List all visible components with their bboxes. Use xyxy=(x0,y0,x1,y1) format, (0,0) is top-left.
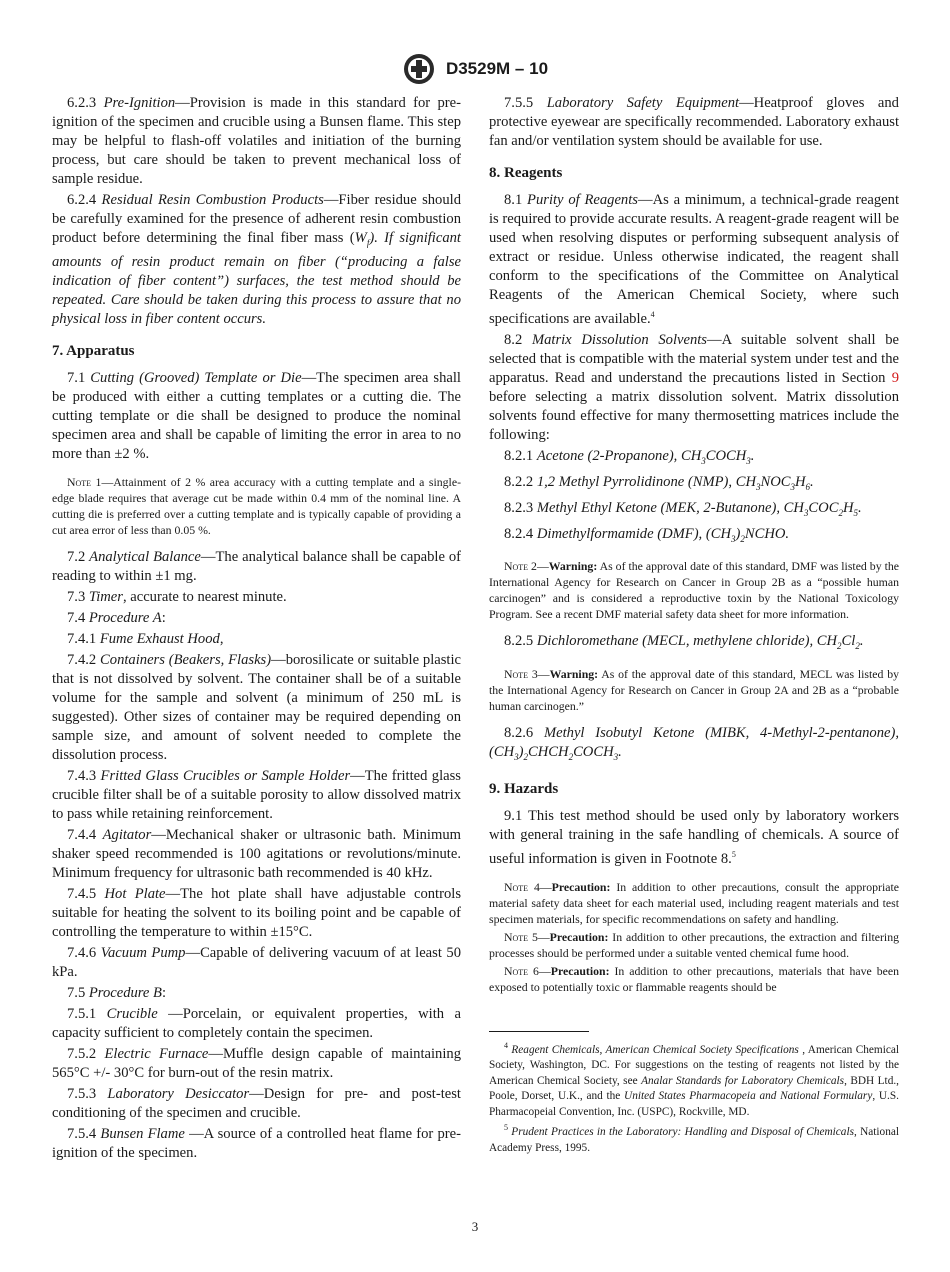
paragraph-7-5-5: 7.5.5 Laboratory Safety Equipment—Heatproof gloves and protective eyewear are specifically recommended. Laboratory exhaust fan and/or ventilation system should be available for use. xyxy=(489,95,899,149)
paragraph-7-4-2: 7.4.2 Containers (Beakers, Flasks)—borosilicate or suitable plastic that is not dissolved by solvent. The container shall be of a suitable volume for the sample and solvent (a minimum of 250 mL is suggested). Other sizes of container may be required depending on sample size, and amount of solvent needed to complete the dissolution process. xyxy=(52,651,461,763)
paragraph-9-1: 9.1 This test method should be used only by laboratory workers with general training in the safe handling of chemicals. A source of useful information is given in Footnote 8.$^5$ xyxy=(489,808,899,868)
paragraph-7-4-4: 7.4.4 Agitator—Mechanical shaker or ultrasonic bath. Minimum shaker speed recommended is 100 agitations or revolutions/minute. Minimum frequency for ultrasonic bath recommended is 40 kHz. xyxy=(52,826,461,881)
astm-logo-icon xyxy=(402,52,436,86)
page-header xyxy=(0,52,950,86)
footnote-5: $^5$ Prudent Practices in the Laboratory: Handling and Disposal of Chemicals, National Academy Press, 1995. xyxy=(489,1123,899,1154)
note-4: Note 4—Precaution: In addition to other precautions, consult the appropriate material safety data sheet for each material used, including reagent materials and test specimen materials, for specific recommendations on safety and handling. xyxy=(489,880,899,927)
paragraph-8-2-5: 8.2.5 Dichloromethane (MECL, methylene chloride), $CH_2Cl_2$. xyxy=(504,633,864,652)
note-3: Note 3—Warning: As of the approval date of this standard, MECL was listed by the International Agency for Research on Cancer in Group 2A and 2B as a “probable human carcinogen.” xyxy=(489,667,900,714)
section-heading-hazards: 9. Hazards xyxy=(489,781,559,798)
paragraph-6-2-4: 6.2.4 Residual Resin Combustion Products—Fiber residue should be carefully examined for the presence of adherent resin combustion product before determining the final fiber mass $(W_f)$. If significant amounts of resin product remain on fiber (“producing a false indication of fiber content”) surfaces, the test method should be repeated. Care should be taken during this process to assure that no physical loss in fiber content occurs. xyxy=(52,192,461,327)
paragraph-8-2: 8.2 Matrix Dissolution Solvents—A suitable solvent shall be selected that is compatible with the material system under test and the apparatus. Read and understand the precautions listed in Section 9 before selecting a matrix dissolution solvent. Matrix dissolution solvents found effective for many thermosetting matrices include the following: xyxy=(489,331,899,443)
paragraph-8-2-4: 8.2.4 Dimethylformamide (DMF), $(CH_3)_2NCHO$. xyxy=(504,525,790,544)
paragraph-8-2-1: 8.2.1 Acetone (2-Propanone), $CH_3COCH_3$. xyxy=(504,447,755,466)
paragraph-7-5-2: 7.5.2 Electric Furnace—Muffle design capable of maintaining 565°C +/- 30°C for burn-out of the resin matrix. xyxy=(52,1045,461,1081)
paragraph-7-3: 7.3 Timer, accurate to nearest minute. xyxy=(67,588,287,605)
note-2: Note 2—Warning: As of the approval date of this standard, DMF was listed by the International Agency for Research on Cancer in Group 2B as a “possible human carcinogen” and is considered a reproductive toxin by the National Toxicology Program. See a recent DMF material safety data sheet for more information. xyxy=(489,559,899,622)
document-id: D3529M – 10 xyxy=(445,59,549,78)
paragraph-7-5: 7.5 Procedure B: xyxy=(67,984,167,1001)
note-6: Note 6—Precaution: In addition to other precautions, materials that have been exposed to potentially toxic or flammable reagents should be xyxy=(489,964,899,995)
paragraph-8-2-3: 8.2.3 Methyl Ethyl Ketone (MEK, 2-Butanone), $CH_3COC_2H_5$. xyxy=(504,499,862,518)
paragraph-7-4-1: 7.4.1 Fume Exhaust Hood, xyxy=(67,630,224,647)
left-column xyxy=(52,94,461,1163)
paragraph-7-4-6: 7.4.6 Vacuum Pump—Capable of delivering vacuum of at least 50 kPa. xyxy=(52,944,461,980)
section-9-link[interactable]: 9 xyxy=(891,369,899,386)
paragraph-7-5-4: 7.5.4 Bunsen Flame —A source of a controlled heat flame for pre-ignition of the specimen. xyxy=(52,1125,461,1161)
section-heading-reagents: 8. Reagents xyxy=(489,165,563,181)
paragraph-7-4-3: 7.4.3 Fritted Glass Crucibles or Sample Holder—The fritted glass crucible filter shall be of a suitable porosity to allow dissolved matrix to pass while retaining reinforcement. xyxy=(52,767,461,822)
note-1: Note 1—Attainment of 2 % area accuracy with a cutting template and a single-edge blade requires that average cut be made within 0.4 mm of the nominal line. A cutting die is preferred over a cutting template and is typically capable of providing a cut area error of less than 0.05 %. xyxy=(52,474,461,537)
right-column xyxy=(489,94,899,1156)
footnote-divider xyxy=(489,1031,589,1032)
page-number: 3 xyxy=(471,1219,479,1234)
paragraph-8-2-2: 8.2.2 1,2 Methyl Pyrrolidinone (NMP), $CH_3NOC_3H_6$. xyxy=(504,473,814,492)
paragraph-6-2-3: 6.2.3 Pre-Ignition—Provision is made in this standard for pre-ignition of the specimen and crucible using a Bunsen flame. This step may be helpful to flash-off volatiles and initiation of the burning process, but care should be taken to prevent mechanical loss of sample residue. xyxy=(52,95,461,187)
footnote-4: $^4$ Reagent Chemicals, American Chemical Society Specifications , American Chemical Society, Washington, DC. For suggestions on the testing of reagents not listed by the American Chemical Society, see Analar Standards for Laboratory Chemicals, BDH Ltd., Poole, Dorset, U.K., and the United States Pharmacopeia and National Formulary, U.S. Pharmacopeial Convention, Inc. (USPC), Rockville, MD. xyxy=(489,1041,899,1118)
section-heading-apparatus: 7. Apparatus xyxy=(52,342,135,359)
paragraph-7-1: 7.1 Cutting (Grooved) Template or Die—The specimen area shall be produced with either a cutting templates or a cutting die. The cutting template or die shall be designed to produce the nominal specimen area and shall be capable of limiting the error in area to no more than ±2 %. xyxy=(52,369,461,462)
paragraph-7-5-1: 7.5.1 Crucible —Porcelain, or equivalent properties, with a capacity sufficient to completely contain the specimen. xyxy=(52,1005,461,1041)
paragraph-7-4-5: 7.4.5 Hot Plate—The hot plate shall have adjustable controls suitable for heating the solvent to its boiling point and be capable of controlling the temperature to within ±15°C. xyxy=(52,885,462,940)
paragraph-7-4: 7.4 Procedure A: xyxy=(67,609,166,626)
paragraph-8-1: 8.1 Purity of Reagents—As a minimum, a technical-grade reagent is required to provide accurate results. A reagent-grade reagent will be used when resolving disputes or performing subsequent analysis of extract or residue. Unless otherwise indicated, the reagent shall conform to the specifications of the Committee on Analytical Reagents of the American Chemical Society, where such specifications are available.$^4$ xyxy=(489,192,900,327)
paragraph-7-2: 7.2 Analytical Balance—The analytical balance shall be capable of reading to within ±1 mg. xyxy=(52,548,462,584)
paragraph-7-5-3: 7.5.3 Laboratory Desiccator—Design for pre- and post-test conditioning of the specimen and crucible. xyxy=(52,1085,461,1121)
note-5: Note 5—Precaution: In addition to other precautions, the extraction and filtering processes should be performed under a suitable vented chemical fume hood. xyxy=(489,930,899,961)
paragraph-8-2-6: 8.2.6 Methyl Isobutyl Ketone (MIBK, 4-Methyl-2-pentanone), $(CH_3)_2CHCH_2COCH_3$. xyxy=(489,725,899,763)
